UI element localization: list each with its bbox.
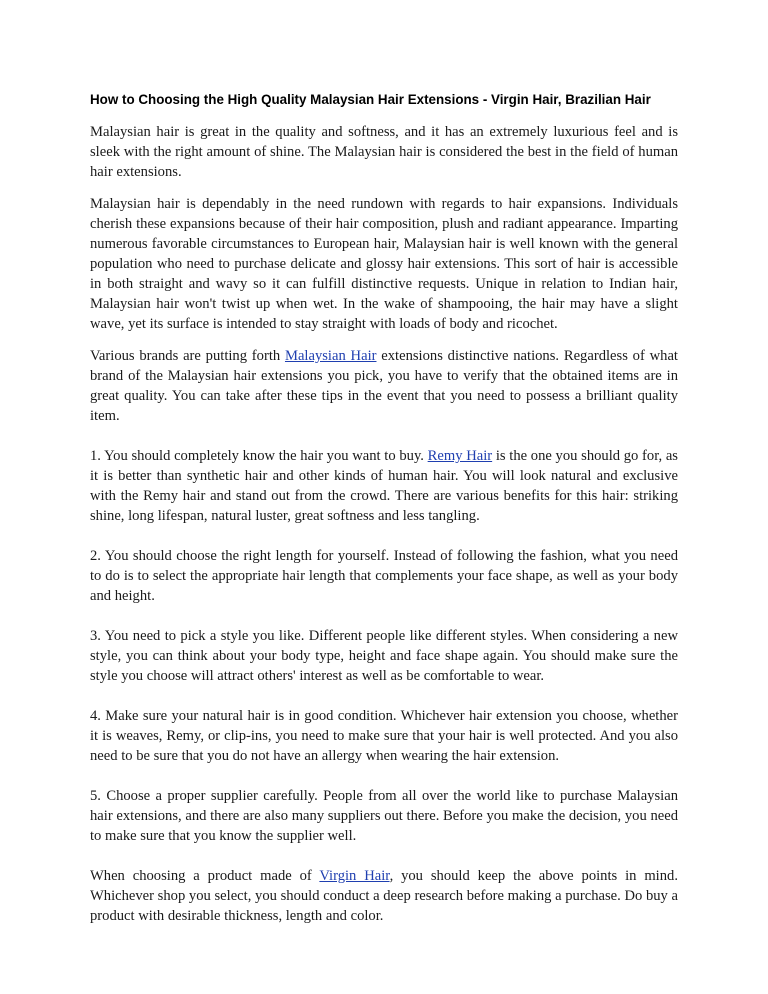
tip-1-text-before: 1. You should completely know the hair you want to buy. — [90, 448, 428, 464]
document-title: How to Choosing the High Quality Malaysian Hair Extensions - Virgin Hair, Brazilian Hair — [90, 92, 651, 107]
malaysian-hair-link[interactable]: Malaysian Hair — [284, 348, 377, 364]
remy-hair-link[interactable]: Remy Hair — [427, 448, 493, 464]
paragraph-3-text-after: extensions distinctive nations. Regardless of what brand of the Malaysian hair extensions you pick, you have to verify that the obtained items are in great quality. You can take after these tips in the event that you need to possess a brilliant quality item. — [90, 348, 678, 424]
paragraph-2: Malaysian hair is dependably in the need rundown with regards to hair expansions. Individuals cherish these expansions because of their hair composition, plush and radiant appearance. Imparting numerous favorable circumstances to European hair, Malaysian hair is well known with the general population who need to purchase delicate and glossy hair extensions. This sort of hair is accessible in both straight and wavy so it can fulfill distinctive requests. Unique in relation to Indian hair, Malaysian hair won't twist up when wet. In the wake of shampooing, the hair may have a slight wave, yet its surface is intended to stay straight with loads of body and ricochet. — [90, 196, 678, 332]
tip-2: 2. You should choose the right length for yourself. Instead of following the fashion, what you need to do is to select the appropriate hair length that complements your face shape, as well as your body and height. — [90, 548, 678, 604]
intro-paragraph: Malaysian hair is great in the quality and softness, and it has an extremely luxurious feel and is sleek with the right amount of shine. The Malaysian hair is considered the best in the field of human hair extensions. — [90, 124, 678, 180]
tip-4: 4. Make sure your natural hair is in good condition. Whichever hair extension you choose, whether it is weaves, Remy, or clip-ins, you need to make sure that your hair is well protected. And you also need to be sure that you do not have an allergy when wearing the hair extension. — [90, 708, 678, 764]
closing-text-after: , you should keep the above points in mind. Whichever shop you select, you should conduct a deep research before making a purchase. Do buy a product with desirable thickness, length and color. — [90, 868, 678, 924]
virgin-hair-link[interactable]: Virgin Hair — [319, 868, 390, 884]
closing-paragraph — [90, 866, 678, 926]
paragraph-3 — [90, 346, 678, 426]
paragraph-3-text-before: Various brands are putting forth — [90, 348, 285, 364]
document-page — [90, 90, 678, 926]
tip-1-text-after: is the one you should go for, as it is better than synthetic hair and other kinds of human hair. You will look natural and exclusive with the Remy hair and stand out from the crowd. There are various benefits for this hair: striking shine, long lifespan, natural luster, great softness and less tangling. — [90, 448, 678, 524]
closing-text-before: When choosing a product made of — [90, 868, 320, 884]
tip-3: 3. You need to pick a style you like. Different people like different styles. When considering a new style, you can think about your body type, height and face shape again. You should make sure the style you choose will attract others' interest as well as be comfortable to wear. — [90, 628, 678, 684]
tip-1 — [90, 446, 678, 526]
tip-5: 5. Choose a proper supplier carefully. People from all over the world like to purchase Malaysian hair extensions, and there are also many suppliers out there. Before you make the decision, you need to make sure that you know the supplier well. — [90, 788, 678, 844]
